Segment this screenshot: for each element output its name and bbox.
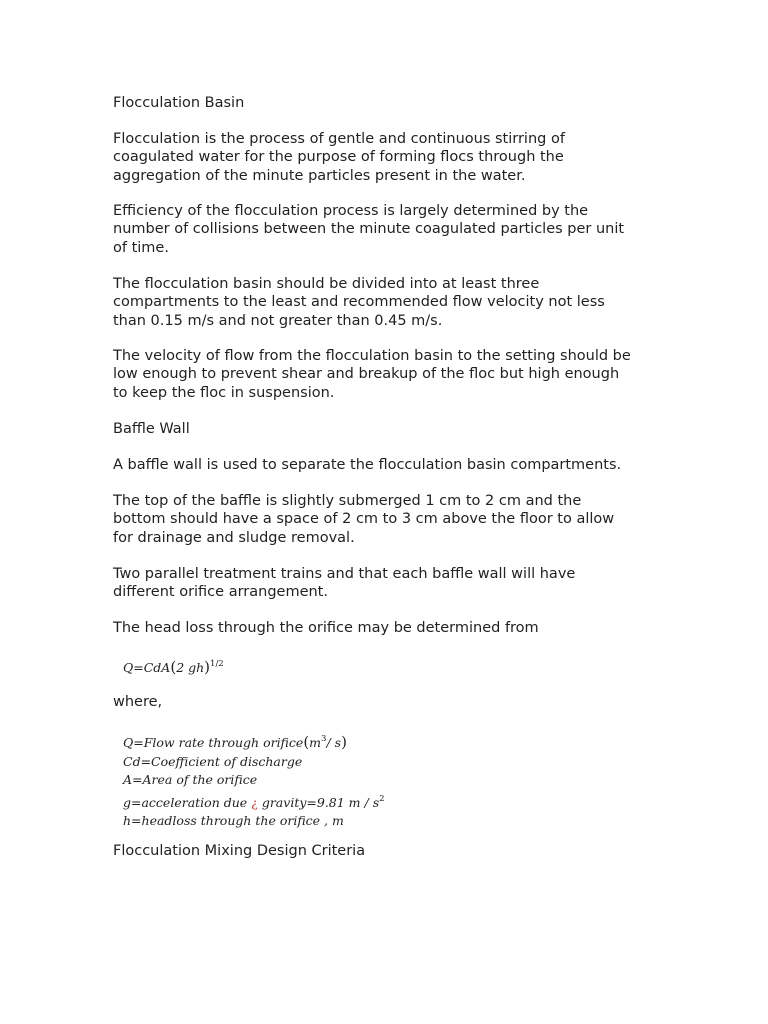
heading-baffle-wall: Baffle Wall: [113, 421, 190, 437]
variable-definitions: [123, 730, 385, 831]
heading-mixing-design-criteria: Flocculation Mixing Design Criteria: [113, 843, 366, 859]
where-label: where,: [113, 694, 163, 710]
paragraph-definition: Flocculation is the process of gentle and continuous stirring of coagulated water for the purpose of forming flocs through the aggregation of the minute particles present in the water.: [113, 131, 565, 184]
definition-g: g=acceleration due ¿ gravity=9.81 m / $s^2$: [123, 793, 385, 810]
definition-q: Q=Flow rate through $orifice(m^3/$ s): [123, 733, 347, 751]
paragraph-head-loss: The head loss through the orifice may be determined from: [113, 620, 539, 636]
orifice-equation: Q=CdA(2 gh)$^{1/2}$: [123, 658, 224, 676]
paragraph-velocity: The velocity of flow from the flocculation basin to the setting should be low enough to prevent shear and breakup of the floc but high enough to keep the floc in suspension.: [113, 348, 631, 401]
paragraph-treatment-trains: Two parallel treatment trains and that each baffle wall will have different orifice arrangement.: [113, 566, 576, 601]
paragraph-baffle-purpose: A baffle wall is used to separate the flocculation basin compartments.: [113, 457, 622, 473]
heading-flocculation-basin: Flocculation Basin: [113, 95, 245, 111]
definition-a: A=Area of the orifice: [123, 772, 258, 788]
paragraph-compartments: The flocculation basin should be divided into at least three compartments to the least and recommended flow velocity not less than 0.15 m/s and not greater than 0.45 m/s.: [113, 276, 605, 329]
paragraph-baffle-dimensions: The top of the baffle is slightly submerged 1 cm to 2 cm and the bottom should have a space of 2 cm to 3 cm above the floor to allow for drainage and sludge removal.: [113, 493, 615, 546]
paragraph-efficiency: Efficiency of the flocculation process is largely determined by the number of collisions between the minute coagulated particles per unit of time.: [113, 203, 625, 256]
definition-h: h=headloss through the orifice , m: [123, 813, 344, 829]
definition-cd: Cd=Coefficient of discharge: [123, 753, 303, 769]
